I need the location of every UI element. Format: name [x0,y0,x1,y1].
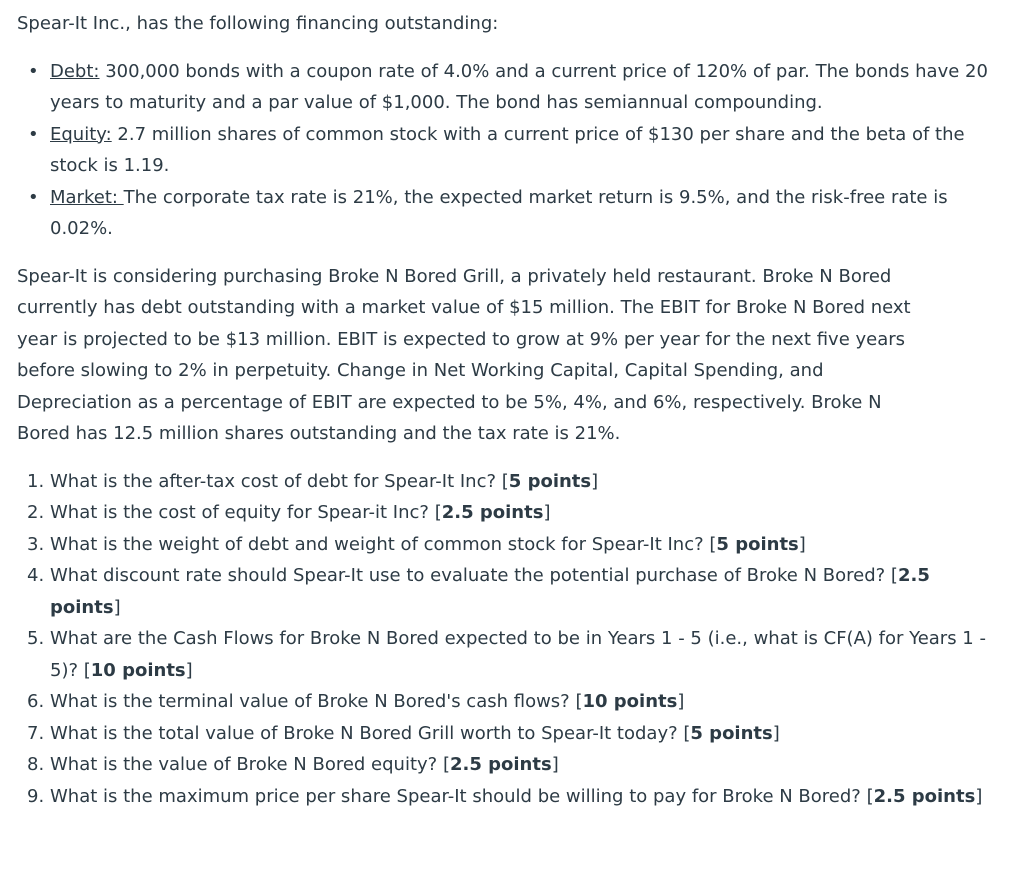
question-number: 3. [27,533,45,555]
scenario-paragraph: Spear-It is considering purchasing Broke N Bored Grill, a privately held restaurant. Broke N Bored currently has debt outstanding with a market value of $15 million. The EBIT for Broke N Bored next year is projected to be $13 million. EBIT is expected to grow at 9% per year for the next five years before slowing to 2% in perpetuity. Change in Net Working Capital, Capital Spending, and Depreciation as a percentage of EBIT are expected to be 5%, 4%, and 6%, respectively. Broke N Bored has 12.5 million shares outstanding and the tax rate is 21%. [17,265,911,444]
fact-term: Market: [50,186,124,208]
question-close: ] [113,596,121,618]
question-points: 10 points [582,691,678,712]
question-close: ] [798,533,806,555]
question-close: ] [677,691,685,712]
question-item [27,718,1006,750]
question-text: What is the cost of equity for Spear-it Inc? [ [50,502,442,523]
question-text: What are the Cash Flows for Broke N Bored expected to be in Years 1 - 5 (i.e., what is CF(A) for Years 1 - 5)? [ [50,628,986,681]
question-text: What is the maximum price per share Spear-It should be willing to pay for Broke N Bored? [ [50,785,874,807]
question-item [27,560,1006,623]
question-item [27,686,1006,718]
question-number: 4. [27,565,45,586]
question-close: ] [543,502,551,523]
question-points: 5 points [716,533,799,555]
question-item [27,781,1006,813]
question-number: 9. [27,785,45,807]
fact-item-market [28,182,1006,245]
question-item [27,497,1006,529]
fact-term: Debt: [50,60,100,82]
question-points: 5 points [508,470,592,492]
bullet-icon: • [28,186,39,208]
question-item [27,623,1006,686]
question-text: What is the total value of Broke N Bored Grill worth to Spear-It today? [ [50,722,691,744]
question-text: What is the after-tax cost of debt for Spear-It Inc? [ [50,470,509,492]
question-points: 2.5 points [50,565,930,618]
question-number: 6. [27,691,45,712]
fact-text: 300,000 bonds with a coupon rate of 4.0% and a current price of 120% of par. The bonds have 20 years to maturity and a par value of $1,000. The bond has semiannual compounding. [50,60,988,113]
question-text: What is the value of Broke N Bored equity? [ [50,754,450,775]
question-points: 2.5 points [873,785,976,807]
question-points: 2.5 points [449,754,552,775]
question-close: ] [591,470,599,492]
financing-list [17,56,1006,245]
fact-item-equity [28,119,1006,182]
bullet-icon: • [28,123,39,145]
question-close: ] [551,754,559,775]
fact-text: The corporate tax rate is 21%, the expected market return is 9.5%, and the risk-free rate is 0.02%. [50,186,948,239]
question-text: What discount rate should Spear-It use to evaluate the potential purchase of Broke N Bored? [ [50,565,898,586]
fact-item-debt [28,56,1006,119]
question-points: 10 points [90,659,186,681]
question-points: 5 points [690,722,773,744]
question-close: ] [975,785,983,807]
question-number: 2. [27,502,45,523]
bullet-icon: • [28,60,39,82]
question-item [27,466,1006,498]
question-number: 7. [27,722,45,744]
question-close: ] [185,659,193,681]
question-number: 1. [27,470,45,492]
question-item [27,749,1006,781]
question-item [27,529,1006,561]
fact-term: Equity: [50,123,112,145]
question-text: What is the terminal value of Broke N Bored's cash flows? [ [50,691,583,712]
question-list [17,466,1006,813]
intro-text: Spear-It Inc., has the following financing outstanding: [17,13,499,34]
question-number: 5. [27,628,45,649]
fact-text: 2.7 million shares of common stock with a current price of $130 per share and the beta of the stock is 1.19. [50,123,965,176]
question-points: 2.5 points [441,502,544,523]
question-number: 8. [27,754,45,775]
question-close: ] [772,722,780,744]
question-text: What is the weight of debt and weight of common stock for Spear-It Inc? [ [50,533,717,555]
